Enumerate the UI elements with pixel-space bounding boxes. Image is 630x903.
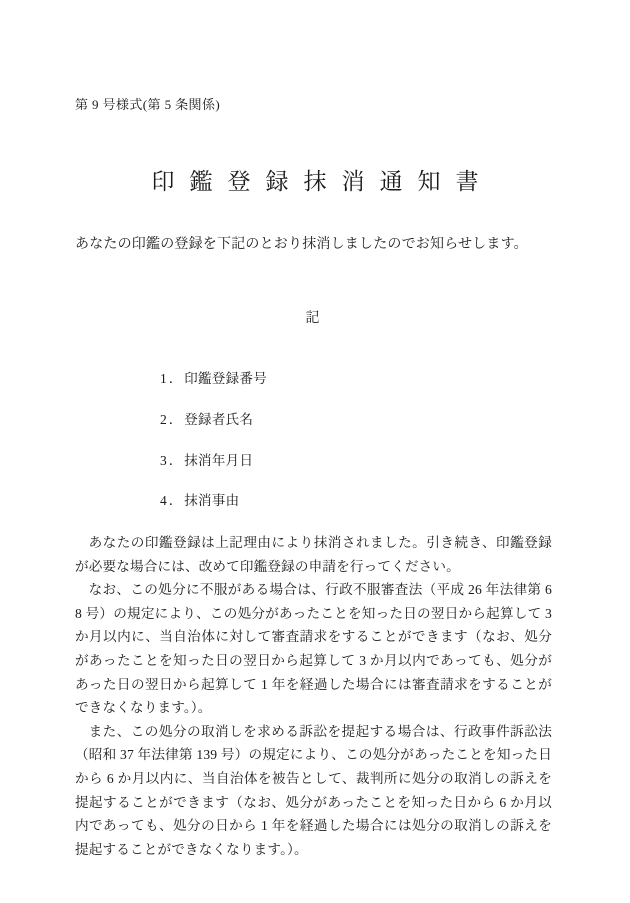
list-item-number: 4． (160, 493, 185, 509)
lead-sentence: あなたの印鑑の登録を下記のとおり抹消しましたのでお知らせします。 (75, 237, 528, 252)
form-number-label: 第 9 号様式(第 5 条関係) (75, 97, 221, 112)
list-item-label: 抹消事由 (184, 493, 240, 509)
list-item (160, 491, 267, 511)
list-item-label: 登録者氏名 (184, 411, 254, 427)
list-item-number: 1． (160, 371, 185, 386)
body-text-block (75, 531, 552, 861)
list-item-number: 2． (160, 411, 185, 427)
numbered-item-list (160, 369, 267, 532)
paragraph-litigation-notice: また、この処分の取消しを求める訴訟を提起する場合は、行政事件訴訟法（昭和 37 年法律第 139 号）の規定により、この処分があったことを知った日から 6 か月以内に、当自治体を被告として、裁判所に処分の取消しの訴えを提起することができます（なお、処分があったことを知った日から 6 か月以内であっても、処分の日から 1 年を経過した場合には処分の取消しの訴えを提起することができなくなります。）。 (75, 723, 552, 857)
document-title: 印鑑登録抹消通知書 (151, 169, 494, 194)
list-item-label: 印鑑登録番号 (184, 371, 268, 386)
list-item-label: 抹消年月日 (184, 452, 254, 468)
list-item (160, 451, 267, 471)
paragraph-registration-cancelled: あなたの印鑑登録は上記理由により抹消されました。引き続き、印鑑登録が必要な場合には、改めて印鑑登録の申請を行ってください。 (75, 535, 552, 574)
ki-marker: 記 (305, 311, 320, 326)
list-item (160, 410, 267, 430)
list-item-number: 3． (160, 452, 185, 468)
list-item (160, 369, 267, 389)
paragraph-administrative-appeal: なお、この処分に不服がある場合は、行政不服審査法（平成 26 年法律第 68 号）の規定により、この処分があったことを知った日の翌日から起算して 3 か月以内に、当自治体に対して審査請求をすることができます（なお、処分があったことを知った日の翌日から起算して 3 か月以内であっても、処分があった日の翌日から起算して 1 年を経過した場合には審査請求をすることができなくなります。）。 (75, 582, 552, 716)
